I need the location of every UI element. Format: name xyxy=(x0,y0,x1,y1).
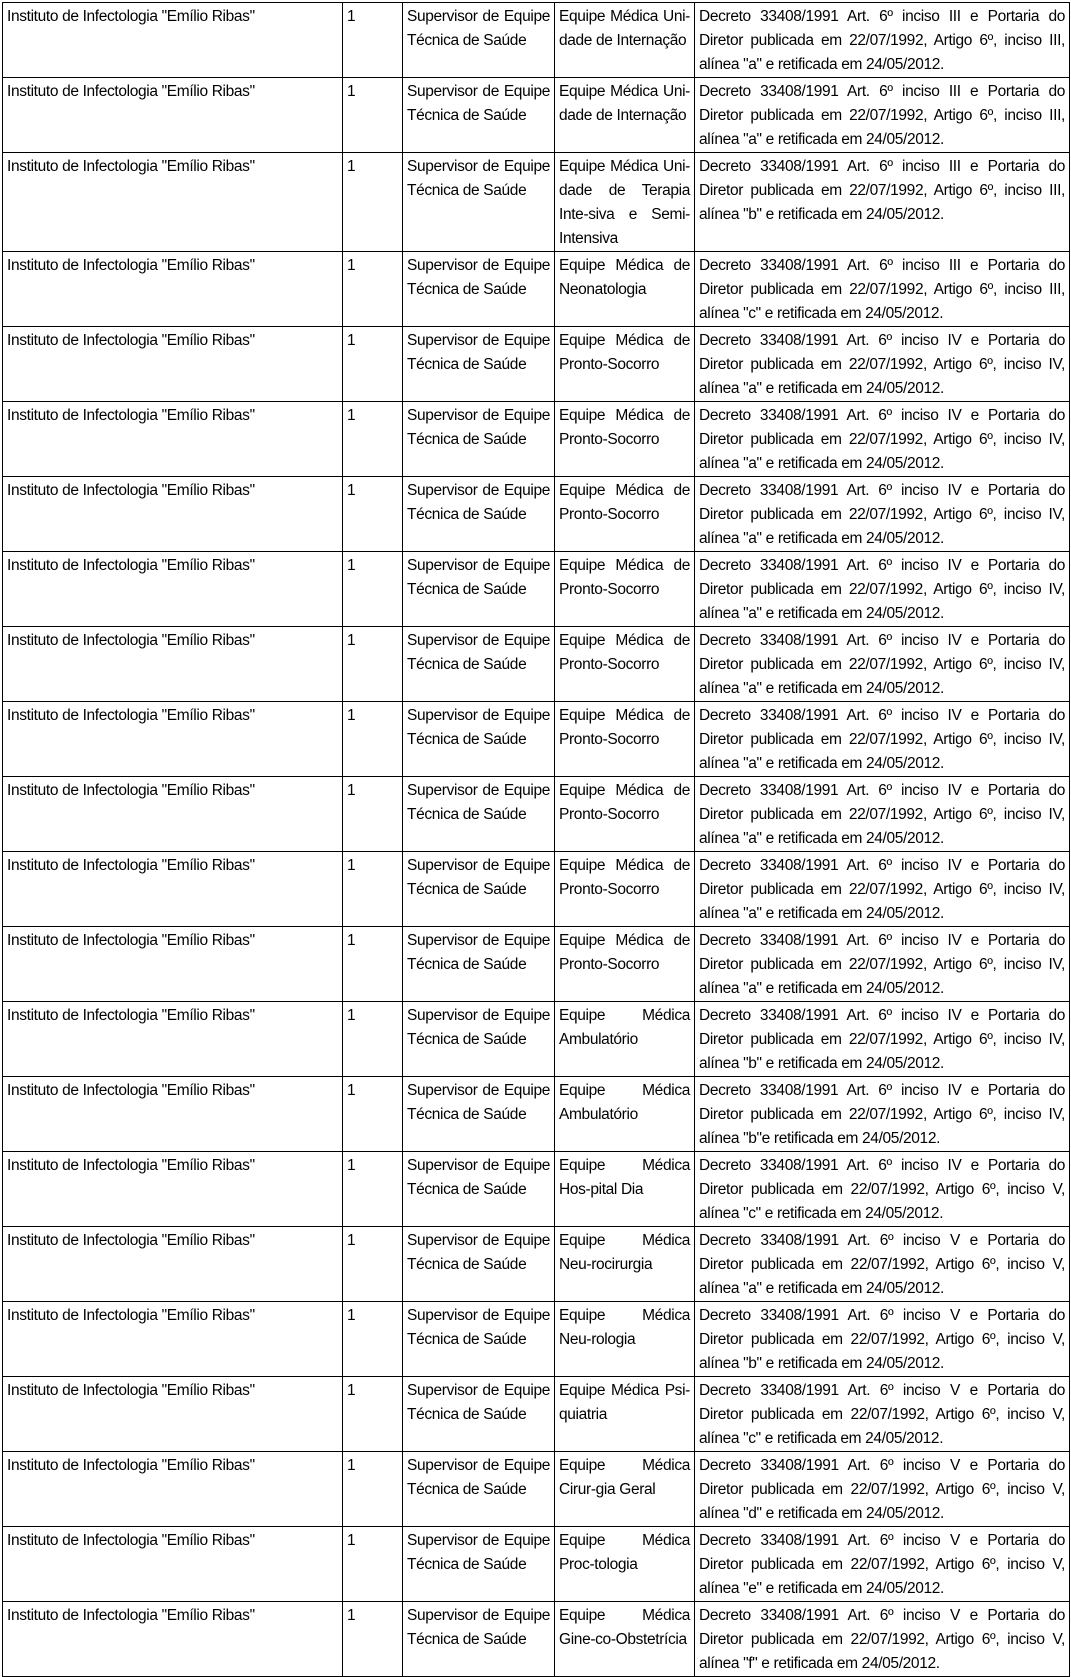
positions-table xyxy=(2,2,1070,1677)
quantity-cell: 1 xyxy=(343,1452,403,1527)
position-cell: Supervisor de Equipe Técnica de Saúde xyxy=(403,402,555,477)
institution-cell: Instituto de Infectologia "Emílio Ribas" xyxy=(3,1077,343,1152)
institution-cell: Instituto de Infectologia "Emílio Ribas" xyxy=(3,627,343,702)
unit-cell: Equipe Médica Cirur-gia Geral xyxy=(555,1452,695,1527)
institution-cell: Instituto de Infectologia "Emílio Ribas" xyxy=(3,1377,343,1452)
unit-cell: Equipe Médica de Pronto-Socorro xyxy=(555,402,695,477)
positions-table-body xyxy=(3,3,1070,1677)
quantity-cell: 1 xyxy=(343,1302,403,1377)
table-row xyxy=(3,1002,1070,1077)
unit-cell: Equipe Médica Neu-rologia xyxy=(555,1302,695,1377)
legal-basis-cell: Decreto 33408/1991 Art. 6º inciso V e Portaria do Diretor publicada em 22/07/1992, Artigo 6º, inciso V, alínea "e" e retificada em 24/05/2012. xyxy=(695,1527,1070,1602)
table-row xyxy=(3,327,1070,402)
table-row xyxy=(3,1302,1070,1377)
table-row xyxy=(3,153,1070,252)
position-cell: Supervisor de Equipe Técnica de Saúde xyxy=(403,1377,555,1452)
institution-cell: Instituto de Infectologia "Emílio Ribas" xyxy=(3,78,343,153)
quantity-cell: 1 xyxy=(343,1377,403,1452)
unit-cell: Equipe Médica Gine-co-Obstetrícia xyxy=(555,1602,695,1677)
position-cell: Supervisor de Equipe Técnica de Saúde xyxy=(403,1227,555,1302)
unit-cell: Equipe Médica Uni-dade de Internação xyxy=(555,3,695,78)
unit-cell: Equipe Médica Hos-pital Dia xyxy=(555,1152,695,1227)
quantity-cell: 1 xyxy=(343,327,403,402)
position-cell: Supervisor de Equipe Técnica de Saúde xyxy=(403,477,555,552)
table-row xyxy=(3,852,1070,927)
table-row xyxy=(3,552,1070,627)
legal-basis-cell: Decreto 33408/1991 Art. 6º inciso IV e Portaria do Diretor publicada em 22/07/1992, Artigo 6º, inciso IV, alínea "a" e retificada em 24/05/2012. xyxy=(695,477,1070,552)
quantity-cell: 1 xyxy=(343,1227,403,1302)
table-row xyxy=(3,252,1070,327)
unit-cell: Equipe Médica de Pronto-Socorro xyxy=(555,852,695,927)
quantity-cell: 1 xyxy=(343,78,403,153)
unit-cell: Equipe Médica de Neonatologia xyxy=(555,252,695,327)
institution-cell: Instituto de Infectologia "Emílio Ribas" xyxy=(3,1452,343,1527)
unit-cell: Equipe Médica Psi-quiatria xyxy=(555,1377,695,1452)
unit-cell: Equipe Médica de Pronto-Socorro xyxy=(555,327,695,402)
legal-basis-cell: Decreto 33408/1991 Art. 6º inciso IV e Portaria do Diretor publicada em 22/07/1992, Artigo 6º, inciso IV, alínea "a" e retificada em 24/05/2012. xyxy=(695,402,1070,477)
institution-cell: Instituto de Infectologia "Emílio Ribas" xyxy=(3,477,343,552)
quantity-cell: 1 xyxy=(343,252,403,327)
position-cell: Supervisor de Equipe Técnica de Saúde xyxy=(403,1527,555,1602)
institution-cell: Instituto de Infectologia "Emílio Ribas" xyxy=(3,1002,343,1077)
table-row xyxy=(3,78,1070,153)
quantity-cell: 1 xyxy=(343,477,403,552)
institution-cell: Instituto de Infectologia "Emílio Ribas" xyxy=(3,927,343,1002)
institution-cell: Instituto de Infectologia "Emílio Ribas" xyxy=(3,1227,343,1302)
institution-cell: Instituto de Infectologia "Emílio Ribas" xyxy=(3,1602,343,1677)
quantity-cell: 1 xyxy=(343,552,403,627)
position-cell: Supervisor de Equipe Técnica de Saúde xyxy=(403,252,555,327)
quantity-cell: 1 xyxy=(343,3,403,78)
unit-cell: Equipe Médica de Pronto-Socorro xyxy=(555,927,695,1002)
unit-cell: Equipe Médica Neu-rocirurgia xyxy=(555,1227,695,1302)
table-row xyxy=(3,1227,1070,1302)
table-row xyxy=(3,3,1070,78)
legal-basis-cell: Decreto 33408/1991 Art. 6º inciso IV e Portaria do Diretor publicada em 22/07/1992, Artigo 6º, inciso IV, alínea "a" e retificada em 24/05/2012. xyxy=(695,777,1070,852)
table-row xyxy=(3,1452,1070,1527)
institution-cell: Instituto de Infectologia "Emílio Ribas" xyxy=(3,552,343,627)
institution-cell: Instituto de Infectologia "Emílio Ribas" xyxy=(3,1302,343,1377)
legal-basis-cell: Decreto 33408/1991 Art. 6º inciso IV e Portaria do Diretor publicada em 22/07/1992, Artigo 6º, inciso IV, alínea "a" e retificada em 24/05/2012. xyxy=(695,327,1070,402)
legal-basis-cell: Decreto 33408/1991 Art. 6º inciso V e Portaria do Diretor publicada em 22/07/1992, Artigo 6º, inciso V, alínea "c" e retificada em 24/05/2012. xyxy=(695,1377,1070,1452)
legal-basis-cell: Decreto 33408/1991 Art. 6º inciso IV e Portaria do Diretor publicada em 22/07/1992, Artigo 6º, inciso IV, alínea "b"e retificada em 24/05/2012. xyxy=(695,1077,1070,1152)
institution-cell: Instituto de Infectologia "Emílio Ribas" xyxy=(3,3,343,78)
legal-basis-cell: Decreto 33408/1991 Art. 6º inciso III e Portaria do Diretor publicada em 22/07/1992, Artigo 6º, inciso III, alínea "a" e retificada em 24/05/2012. xyxy=(695,78,1070,153)
legal-basis-cell: Decreto 33408/1991 Art. 6º inciso V e Portaria do Diretor publicada em 22/07/1992, Artigo 6º, inciso V, alínea "f" e retificada em 24/05/2012. xyxy=(695,1602,1070,1677)
institution-cell: Instituto de Infectologia "Emílio Ribas" xyxy=(3,702,343,777)
quantity-cell: 1 xyxy=(343,702,403,777)
institution-cell: Instituto de Infectologia "Emílio Ribas" xyxy=(3,402,343,477)
position-cell: Supervisor de Equipe Técnica de Saúde xyxy=(403,627,555,702)
legal-basis-cell: Decreto 33408/1991 Art. 6º inciso IV e Portaria do Diretor publicada em 22/07/1992, Artigo 6º, inciso IV, alínea "a" e retificada em 24/05/2012. xyxy=(695,702,1070,777)
quantity-cell: 1 xyxy=(343,1527,403,1602)
position-cell: Supervisor de Equipe Técnica de Saúde xyxy=(403,927,555,1002)
quantity-cell: 1 xyxy=(343,153,403,252)
quantity-cell: 1 xyxy=(343,852,403,927)
quantity-cell: 1 xyxy=(343,1152,403,1227)
unit-cell: Equipe Médica Uni-dade de Terapia Inte-siva e Semi-Intensiva xyxy=(555,153,695,252)
table-row xyxy=(3,477,1070,552)
quantity-cell: 1 xyxy=(343,927,403,1002)
institution-cell: Instituto de Infectologia "Emílio Ribas" xyxy=(3,777,343,852)
position-cell: Supervisor de Equipe Técnica de Saúde xyxy=(403,852,555,927)
position-cell: Supervisor de Equipe Técnica de Saúde xyxy=(403,702,555,777)
table-row xyxy=(3,1152,1070,1227)
legal-basis-cell: Decreto 33408/1991 Art. 6º inciso V e Portaria do Diretor publicada em 22/07/1992, Artigo 6º, inciso V, alínea "b" e retificada em 24/05/2012. xyxy=(695,1302,1070,1377)
position-cell: Supervisor de Equipe Técnica de Saúde xyxy=(403,1077,555,1152)
quantity-cell: 1 xyxy=(343,1077,403,1152)
position-cell: Supervisor de Equipe Técnica de Saúde xyxy=(403,1152,555,1227)
legal-basis-cell: Decreto 33408/1991 Art. 6º inciso III e Portaria do Diretor publicada em 22/07/1992, Artigo 6º, inciso III, alínea "a" e retificada em 24/05/2012. xyxy=(695,3,1070,78)
quantity-cell: 1 xyxy=(343,777,403,852)
institution-cell: Instituto de Infectologia "Emílio Ribas" xyxy=(3,852,343,927)
table-row xyxy=(3,1077,1070,1152)
legal-basis-cell: Decreto 33408/1991 Art. 6º inciso IV e Portaria do Diretor publicada em 22/07/1992, Artigo 6º, inciso IV, alínea "b" e retificada em 24/05/2012. xyxy=(695,1002,1070,1077)
legal-basis-cell: Decreto 33408/1991 Art. 6º inciso III e Portaria do Diretor publicada em 22/07/1992, Artigo 6º, inciso III, alínea "c" e retificada em 24/05/2012. xyxy=(695,252,1070,327)
table-row xyxy=(3,627,1070,702)
institution-cell: Instituto de Infectologia "Emílio Ribas" xyxy=(3,327,343,402)
position-cell: Supervisor de Equipe Técnica de Saúde xyxy=(403,327,555,402)
unit-cell: Equipe Médica de Pronto-Socorro xyxy=(555,477,695,552)
institution-cell: Instituto de Infectologia "Emílio Ribas" xyxy=(3,1152,343,1227)
legal-basis-cell: Decreto 33408/1991 Art. 6º inciso IV e Portaria do Diretor publicada em 22/07/1992, Artigo 6º, inciso IV, alínea "a" e retificada em 24/05/2012. xyxy=(695,627,1070,702)
legal-basis-cell: Decreto 33408/1991 Art. 6º inciso IV e Portaria do Diretor publicada em 22/07/1992, Artigo 6º, inciso IV, alínea "a" e retificada em 24/05/2012. xyxy=(695,552,1070,627)
table-row xyxy=(3,1377,1070,1452)
position-cell: Supervisor de Equipe Técnica de Saúde xyxy=(403,777,555,852)
table-row xyxy=(3,702,1070,777)
unit-cell: Equipe Médica Uni-dade de Internação xyxy=(555,78,695,153)
table-row xyxy=(3,1602,1070,1677)
unit-cell: Equipe Médica de Pronto-Socorro xyxy=(555,552,695,627)
quantity-cell: 1 xyxy=(343,1002,403,1077)
institution-cell: Instituto de Infectologia "Emílio Ribas" xyxy=(3,252,343,327)
position-cell: Supervisor de Equipe Técnica de Saúde xyxy=(403,78,555,153)
table-row xyxy=(3,1527,1070,1602)
unit-cell: Equipe Médica Ambulatório xyxy=(555,1002,695,1077)
position-cell: Supervisor de Equipe Técnica de Saúde xyxy=(403,1602,555,1677)
position-cell: Supervisor de Equipe Técnica de Saúde xyxy=(403,3,555,78)
table-row xyxy=(3,402,1070,477)
unit-cell: Equipe Médica de Pronto-Socorro xyxy=(555,627,695,702)
legal-basis-cell: Decreto 33408/1991 Art. 6º inciso IV e Portaria do Diretor publicada em 22/07/1992, Artigo 6º, inciso IV, alínea "a" e retificada em 24/05/2012. xyxy=(695,927,1070,1002)
quantity-cell: 1 xyxy=(343,1602,403,1677)
position-cell: Supervisor de Equipe Técnica de Saúde xyxy=(403,1002,555,1077)
table-row xyxy=(3,927,1070,1002)
table-row xyxy=(3,777,1070,852)
institution-cell: Instituto de Infectologia "Emílio Ribas" xyxy=(3,1527,343,1602)
unit-cell: Equipe Médica Proc-tologia xyxy=(555,1527,695,1602)
position-cell: Supervisor de Equipe Técnica de Saúde xyxy=(403,153,555,252)
position-cell: Supervisor de Equipe Técnica de Saúde xyxy=(403,1452,555,1527)
legal-basis-cell: Decreto 33408/1991 Art. 6º inciso V e Portaria do Diretor publicada em 22/07/1992, Artigo 6º, inciso V, alínea "a" e retificada em 24/05/2012. xyxy=(695,1227,1070,1302)
position-cell: Supervisor de Equipe Técnica de Saúde xyxy=(403,1302,555,1377)
unit-cell: Equipe Médica de Pronto-Socorro xyxy=(555,702,695,777)
position-cell: Supervisor de Equipe Técnica de Saúde xyxy=(403,552,555,627)
unit-cell: Equipe Médica Ambulatório xyxy=(555,1077,695,1152)
institution-cell: Instituto de Infectologia "Emílio Ribas" xyxy=(3,153,343,252)
legal-basis-cell: Decreto 33408/1991 Art. 6º inciso V e Portaria do Diretor publicada em 22/07/1992, Artigo 6º, inciso V, alínea "d" e retificada em 24/05/2012. xyxy=(695,1452,1070,1527)
legal-basis-cell: Decreto 33408/1991 Art. 6º inciso III e Portaria do Diretor publicada em 22/07/1992, Artigo 6º, inciso III, alínea "b" e retificada em 24/05/2012. xyxy=(695,153,1070,252)
quantity-cell: 1 xyxy=(343,402,403,477)
unit-cell: Equipe Médica de Pronto-Socorro xyxy=(555,777,695,852)
legal-basis-cell: Decreto 33408/1991 Art. 6º inciso IV e Portaria do Diretor publicada em 22/07/1992, Artigo 6º, inciso V, alínea "c" e retificada em 24/05/2012. xyxy=(695,1152,1070,1227)
legal-basis-cell: Decreto 33408/1991 Art. 6º inciso IV e Portaria do Diretor publicada em 22/07/1992, Artigo 6º, inciso IV, alínea "a" e retificada em 24/05/2012. xyxy=(695,852,1070,927)
quantity-cell: 1 xyxy=(343,627,403,702)
